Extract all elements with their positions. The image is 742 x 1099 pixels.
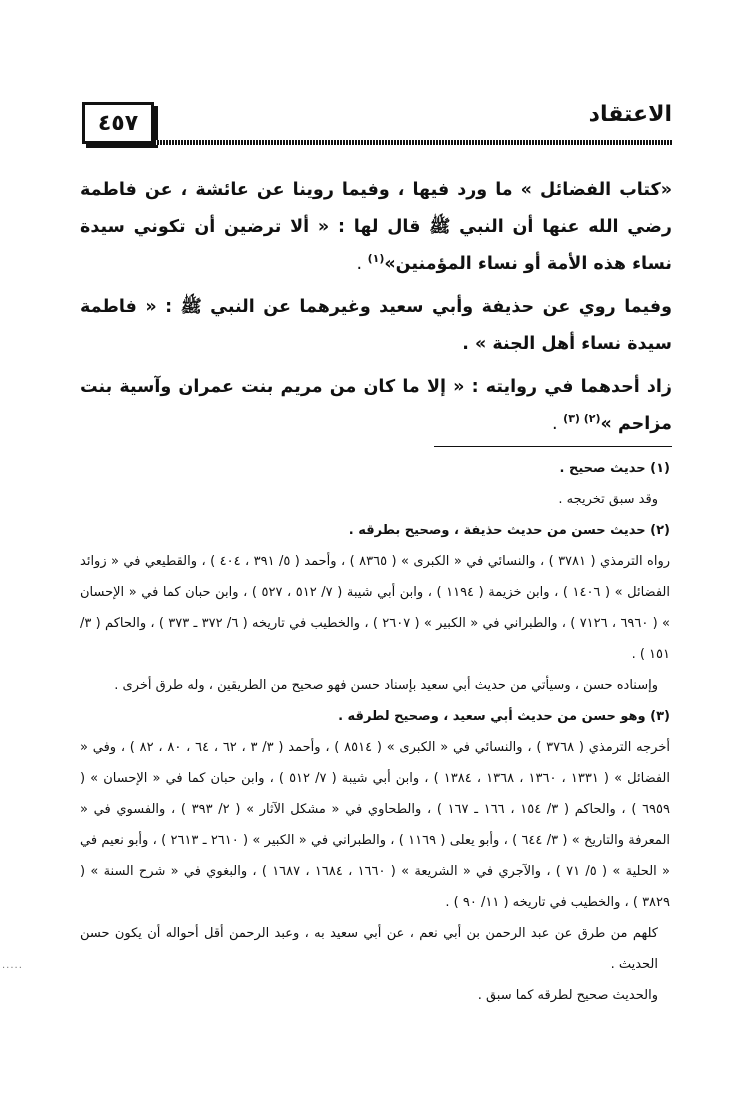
running-title: الاعتقاد: [588, 102, 672, 127]
footnote-3-comment: كلهم من طرق عن عبد الرحمن بن أبي نعم ، عن أبي سعيد به ، وعبد الرحمن أقل أحواله أن يكون حسن الحديث .: [80, 926, 658, 972]
footnote-ref-2-3: (٢) (٣): [563, 412, 601, 426]
footnote-2-sources: رواه الترمذي ( ٣٧٨١ ) ، والنسائي في « الكبرى » ( ٨٣٦٥ ) ، وأحمد ( ٥/ ٣٩١ ، ٤٠٤ ) ، والقطيعي في « زوائد الفضائل » ( ١٤٠٦ ) ، وابن خزيمة ( ١١٩٤ ) ، وابن أبي شيبة ( ٧/ ٥١٢ ، ٥٢٧ ) ، وابن حبان كما في « الإحسان » ( ٦٩٦٠ ، ٧١٢٦ ) ، والطبراني في « الكبير » ( ٢٦٠٧ ) ، والخطيب في تاريخه ( ٦/ ٣٧٢ ـ ٣٧٣ ) ، والحاكم ( ٣/ ١٥١ ) .: [80, 554, 671, 662]
paragraph-2: وفيما روي عن حذيفة وأبي سعيد وغيرهما عن النبي ﷺ : « فاطمة سيدة نساء أهل الجنة » .: [80, 297, 672, 354]
footnote-ref-1: (١): [367, 252, 385, 266]
paragraph-1: «كتاب الفضائل » ما ورد فيها ، وفيما روينا عن عائشة ، عن فاطمة رضي الله عنها أن النبي ﷺ قال لها : « ألا ترضين أن تكوني سيدة نساء هذه الأمة أو نساء المؤمنين»$^{(١)}$ .: [80, 180, 672, 274]
footnote-3-heading: (٣) وهو حسن من حديث أبي سعيد ، وصحيح لطرقه .: [338, 709, 670, 724]
footnote-1-body: وقد سبق تخريجه .: [558, 492, 658, 507]
paragraph-3: زاد أحدهما في روايته : « إلا ما كان من مريم بنت عمران وآسية بنت مزاحم »$^{(٢) (٣)}$ .: [80, 377, 672, 434]
footnote-2-comment: وإسناده حسن ، وسيأتي من حديث أبي سعيد بإسناد حسن فهو صحيح من الطريقين ، وله طرق أخرى .: [114, 678, 658, 693]
page-number: ٤٥٧: [97, 110, 139, 136]
footnote-3-sources: أخرجه الترمذي ( ٣٧٦٨ ) ، والنسائي في « الكبرى » ( ٨٥١٤ ) ، وأحمد ( ٣/ ٣ ، ٦٢ ، ٦٤ ، ٨٠ ، ٨٢ ) ، وفي « الفضائل » ( ١٣٣١ ، ١٣٦٠ ، ١٣٦٨ ، ١٣٨٤ ) ، وابن أبي شيبة ( ٧/ ٥١٢ ) ، وابن حبان كما في « الإحسان » ( ٦٩٥٩ ) ، والحاكم ( ٣/ ١٥٤ ، ١٦٦ ـ ١٦٧ ) ، والطحاوي في « مشكل الآثار » ( ٢/ ٣٩٣ ) ، والفسوي في « المعرفة والتاريخ » ( ٣/ ٦٤٤ ) ، وأبو يعلى ( ١١٦٩ ) ، والطبراني في « الكبير » ( ٢٦١٠ ـ ٢٦١٣ ) ، وأبو نعيم في « الحلية » ( ٥/ ٧١ ) ، والآجري في « الشريعة » ( ١٦٦٠ ، ١٦٨٤ ، ١٦٨٧ ) ، والبغوي في « شرح السنة » ( ٣٨٢٩ ) ، والخطيب في تاريخه ( ١١/ ٩٠ ) .: [80, 740, 671, 910]
margin-mark: .....: [2, 960, 23, 971]
header-rule: [154, 140, 672, 145]
footnote-2-heading: (٢) حديث حسن من حديث حذيفة ، وصحيح بطرقه .: [348, 523, 670, 538]
page-number-box: [82, 102, 154, 144]
footnote-3-conclusion: والحديث صحيح لطرقه كما سبق .: [477, 988, 658, 1003]
footnote-1-heading: (١) حديث صحيح .: [559, 461, 670, 476]
footnotes: [80, 453, 670, 1011]
main-text: [80, 172, 672, 449]
footnote-separator: [434, 446, 672, 447]
page-header: [82, 96, 672, 142]
